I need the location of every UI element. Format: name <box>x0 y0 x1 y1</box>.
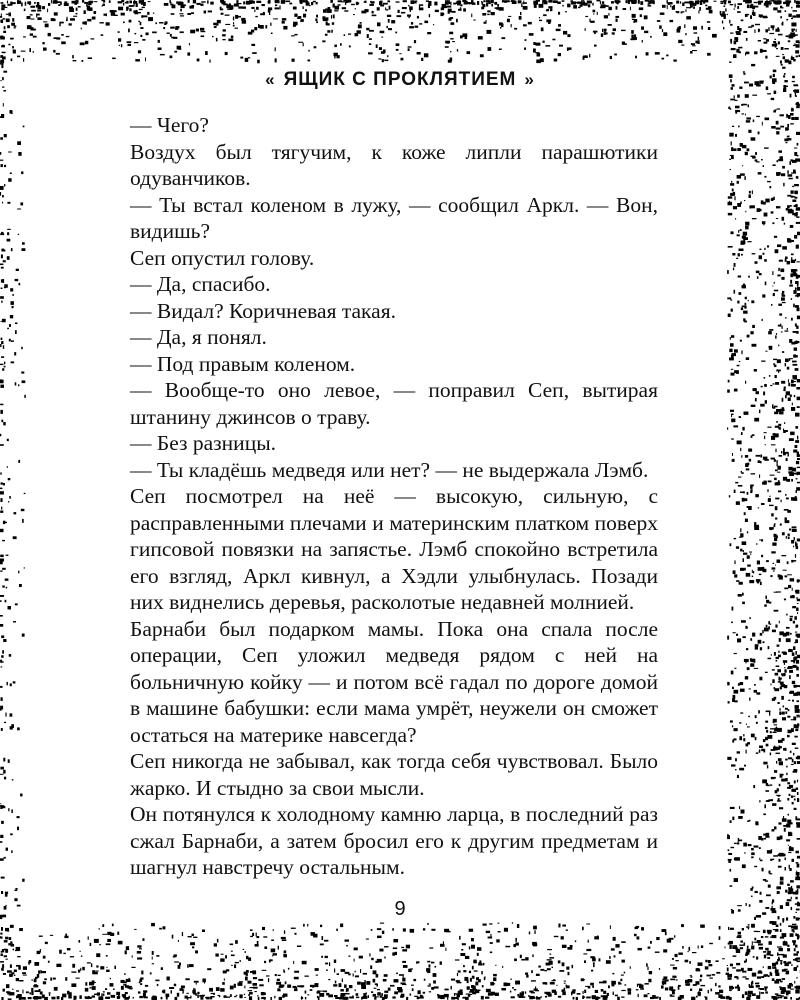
paragraph: Он потянулся к холодному камню ларца, в последний раз сжал Барнаби, а затем бросил его к другим предметам и шагнул навстречу остальным. <box>130 802 658 879</box>
paragraph: Сеп никогда не забывал, как тогда себя чувствовал. Было жарко. И стыдно за свои мысли. <box>130 749 658 800</box>
paragraph: Сеп опустил голову. <box>130 245 315 270</box>
paragraph: — Вообще-то оно левое, — поправил Сеп, вытирая штанину джинсов о траву. <box>130 378 658 429</box>
paragraph: — Видал? Коричневая такая. <box>130 298 396 323</box>
paragraph: Барнаби был подарком мамы. Пока она спала после операции, Сеп уложил медведя рядом с ней на больничную койку — и потом всё гадал по дороге домой в машине бабушки: если мама умрёт, неужели он сможет остаться на материке навсегда? <box>130 616 658 747</box>
running-head <box>0 69 800 91</box>
paragraph: Сеп посмотрел на неё — высокую, сильную, с расправленными плечами и материнским платком поверх гипсовой повязки на запястье. Лэмб спокойно встретила его взгляд, Аркл кивнул, а Хэдли улыбнулась. Позади них виднелись деревья, расколотые недавней молнией. <box>130 484 658 614</box>
ornament-left-icon: « <box>265 70 276 89</box>
ornament-right-icon: » <box>524 70 535 89</box>
paragraph: — Под правым коленом. <box>130 351 356 376</box>
paragraph: — Чего? <box>130 113 209 137</box>
paragraph: — Ты встал коленом в лужу, — сообщил Аркл. — Вон, видишь? <box>130 192 658 243</box>
paragraph: — Да, спасибо. <box>130 272 271 296</box>
body-text <box>130 112 658 881</box>
paragraph: — Ты кладёшь медведя или нет? — не выдержала Лэмб. <box>130 457 649 482</box>
paragraph: Воздух был тягучим, к коже липли парашютики одуванчиков. <box>130 139 658 190</box>
paragraph: — Без разницы. <box>130 431 277 455</box>
book-title: ЯЩИК С ПРОКЛЯТИЕМ <box>283 69 517 90</box>
page-number: 9 <box>394 898 406 920</box>
paragraph: — Да, я понял. <box>130 325 267 349</box>
